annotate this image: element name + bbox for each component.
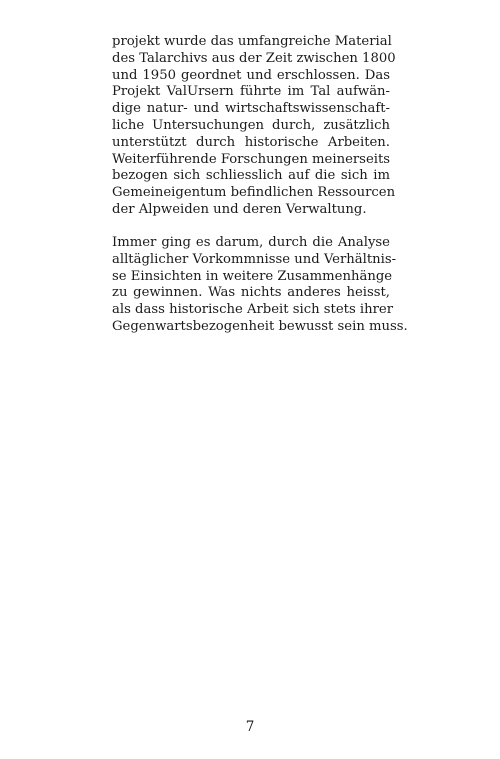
text-line: Projekt ValUrsern führte im Tal aufwän-	[112, 84, 390, 100]
text-line: se Einsichten in weitere Zusammenhänge	[112, 268, 393, 284]
text-line: projekt wurde das umfangreiche Material	[112, 34, 392, 49]
text-line: zu gewinnen. Was nichts anderes heisst,	[112, 285, 390, 301]
text-line: Immer ging es darum, durch die Analyse	[112, 235, 390, 250]
text-line: Gegenwartsbezogenheit bewusst sein muss.	[112, 318, 408, 334]
body-paragraph-1	[112, 34, 396, 219]
text-line: und 1950 geordnet und erschlossen. Das	[112, 67, 390, 83]
text-line: der Alpweiden und deren Verwaltung.	[112, 201, 367, 217]
text-line: Gemeineigentum befindlichen Ressourcen	[112, 185, 396, 201]
text-line: des Talarchivs aus der Zeit zwischen 1800	[112, 50, 396, 66]
body-paragraph-2	[112, 235, 408, 336]
text-line: bezogen sich schliesslich auf die sich im	[112, 168, 390, 184]
text-line: unterstützt durch historische Arbeiten.	[112, 134, 390, 150]
text-line: alltäglicher Vorkommnisse und Verhältnis-	[112, 251, 397, 267]
text-line: Weiterführende Forschungen meinerseits	[112, 151, 391, 167]
text-line: als dass historische Arbeit sich stets ihrer	[112, 302, 394, 318]
text-line: liche Untersuchungen durch, zusätzlich	[112, 117, 390, 133]
text-line: dige natur- und wirtschaftswissenschaft-	[112, 101, 390, 117]
page-number: 7	[245, 719, 255, 735]
